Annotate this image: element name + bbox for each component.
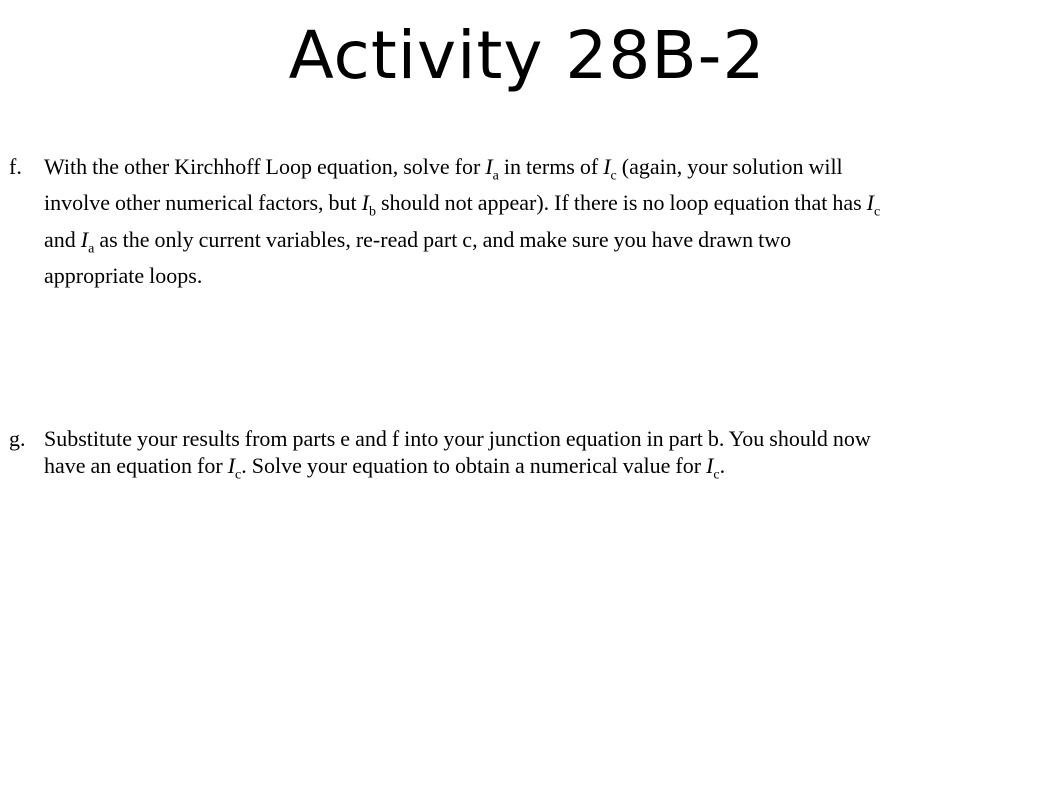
current-variable: $I_a$	[485, 154, 499, 184]
current-subscript: b	[368, 204, 376, 220]
item-f-line-4: appropriate loops.	[44, 263, 203, 289]
current-variable: $I_c$	[866, 190, 881, 220]
current-variable: $I_c$	[706, 453, 720, 483]
item-text-f	[44, 153, 1034, 289]
item-f-line-2: involve other numerical factors, but $I_b$ should not appear). If there is no loop equation that has $I_c$	[44, 190, 881, 220]
slide-title: Activity 28B-2	[288, 17, 766, 94]
current-subscript: c	[610, 168, 617, 184]
current-variable: $I_c$	[603, 154, 617, 184]
item-g-line-1: Substitute your results from parts e and f into your junction equation in part b. You should now	[44, 426, 871, 451]
item-f-line-1: With the other Kirchhoff Loop equation, solve for $I_a$ in terms of $I_c$ (again, your solution will	[44, 154, 843, 184]
item-marker-g: g.	[9, 426, 26, 451]
current-subscript: c	[713, 467, 720, 483]
item-g-line-2: have an equation for $I_c$. Solve your equation to obtain a numerical value for $I_c$.	[44, 453, 726, 483]
current-variable: $I_c$	[227, 453, 242, 483]
item-f-line-3: and $I_a$ as the only current variables, re-read part c, and make sure you have drawn two	[44, 226, 792, 257]
item-text-g	[44, 425, 1034, 488]
current-variable: $I_a$	[80, 226, 95, 257]
current-variable: $I_b$	[361, 190, 376, 220]
current-subscript: a	[88, 241, 95, 257]
item-marker-f: f.	[9, 154, 22, 179]
current-subscript: c	[874, 204, 881, 220]
current-subscript: a	[492, 168, 499, 184]
current-subscript: c	[235, 467, 242, 483]
